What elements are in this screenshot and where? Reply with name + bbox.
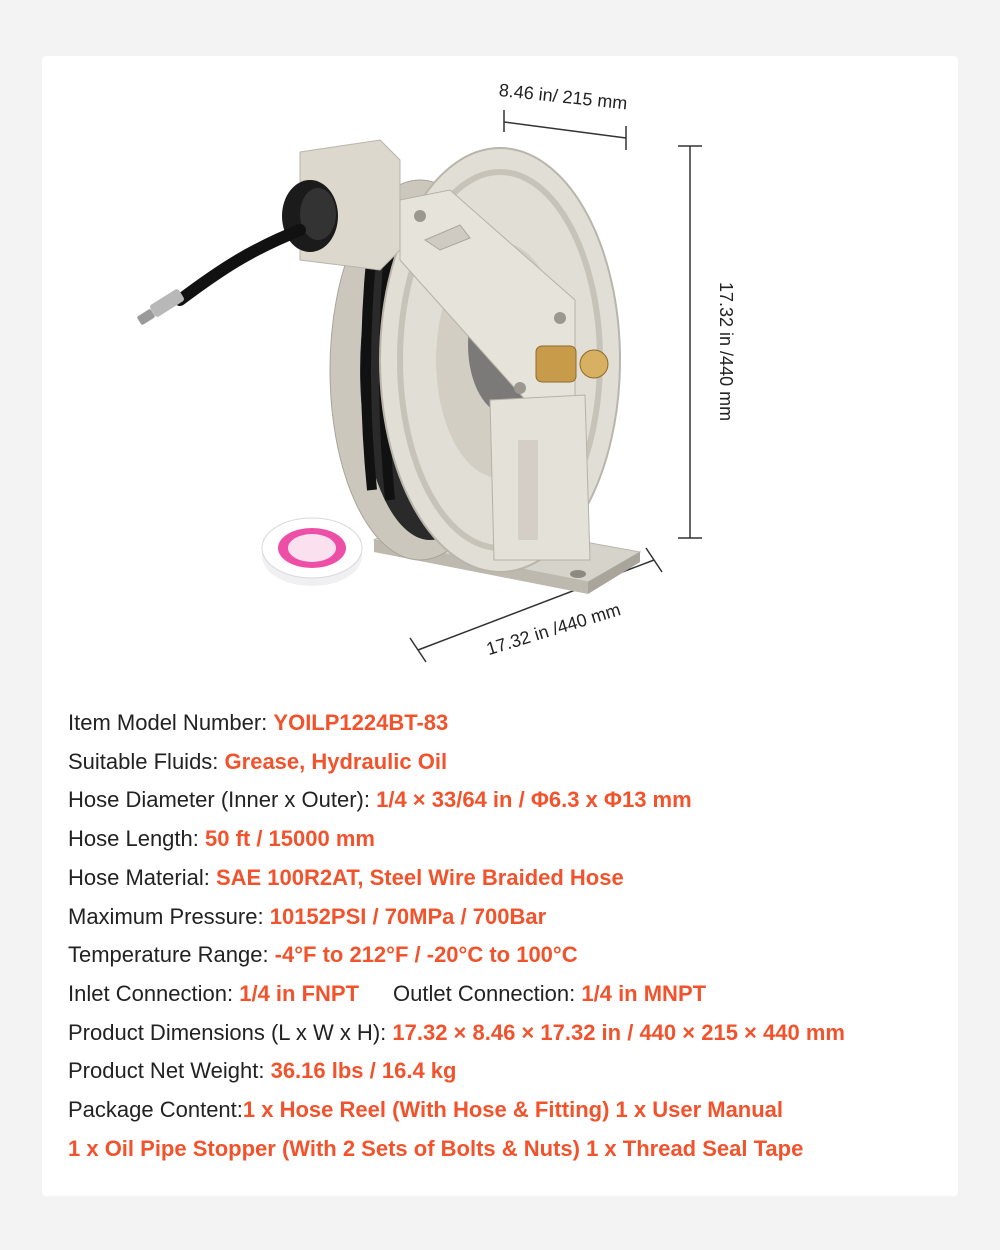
height-dimension-label: 17.32 in /440 mm: [716, 282, 736, 422]
spec-value: YOILP1224BT-83: [273, 710, 449, 735]
spec-value: 50 ft / 15000 mm: [204, 826, 375, 852]
spec-length: Hose Length: 50 ft / 15000 mm: [68, 826, 375, 852]
spec-value: 1/4 × 33/64 in / Φ6.3 x Φ13 mm: [376, 787, 692, 813]
spec-value: 10152PSI / 70MPa / 700Bar: [269, 903, 547, 929]
spec-weight: Product Net Weight: 36.16 lbs / 16.4 kg: [68, 1058, 457, 1084]
depth-dimension-label: 17.32 in /440 mm: [484, 599, 623, 660]
spec-value: 1 x Hose Reel (With Hose & Fitting) 1 x User Manual: [242, 1097, 784, 1123]
spec-package-continued: [68, 1130, 968, 1169]
spec-temperature: Temperature Range: -4°F to 212°F / -20°C to 100°C: [68, 942, 578, 968]
spec-package: Package Content:1 x Hose Reel (With Hose & Fitting) 1 x User Manual: [68, 1097, 784, 1123]
spec-value: Grease, Hydraulic Oil: [224, 748, 448, 774]
spec-list: [68, 704, 968, 1168]
spec-product-dimensions: Product Dimensions (L x W x H): 17.32 × 8.46 × 17.32 in / 440 × 215 × 440 mm: [68, 1019, 845, 1045]
spec-model: Item Model Number: YOILP1224BT-83: [68, 710, 449, 735]
spec-value: 36.16 lbs / 16.4 kg: [270, 1058, 457, 1084]
brass-fitting: [536, 346, 608, 382]
spec-fluids: Suitable Fluids: Grease, Hydraulic Oil: [68, 748, 448, 774]
spec-value: 17.32 × 8.46 × 17.32 in / 440 × 215 × 440 mm: [392, 1019, 845, 1045]
width-dimension-label: 8.46 in/ 215 mm: [497, 80, 629, 114]
spec-value: -4°F to 212°F / -20°C to 100°C: [274, 942, 578, 968]
spec-connections: Inlet Connection: 1/4 in FNPT Outlet Connection: 1/4 in MNPT: [68, 980, 707, 1006]
swivel-hub: [282, 180, 338, 252]
thread-seal-tape-roll: [262, 518, 362, 586]
spec-diameter: Hose Diameter (Inner x Outer): 1/4 × 33/64 in / Φ6.3 x Φ13 mm: [68, 787, 692, 813]
spec-material: Hose Material: SAE 100R2AT, Steel Wire Braided Hose: [68, 864, 624, 890]
spec-value: 1/4 in MNPT: [581, 980, 707, 1006]
spec-value: 1 x Oil Pipe Stopper (With 2 Sets of Bolts & Nuts) 1 x Thread Seal Tape: [68, 1135, 804, 1161]
spec-value: 1/4 in FNPT: [239, 980, 360, 1006]
spec-pressure: Maximum Pressure: 10152PSI / 70MPa / 700Bar: [68, 903, 547, 929]
spec-value: SAE 100R2AT, Steel Wire Braided Hose: [215, 864, 624, 890]
hose-outlet: [137, 230, 300, 325]
